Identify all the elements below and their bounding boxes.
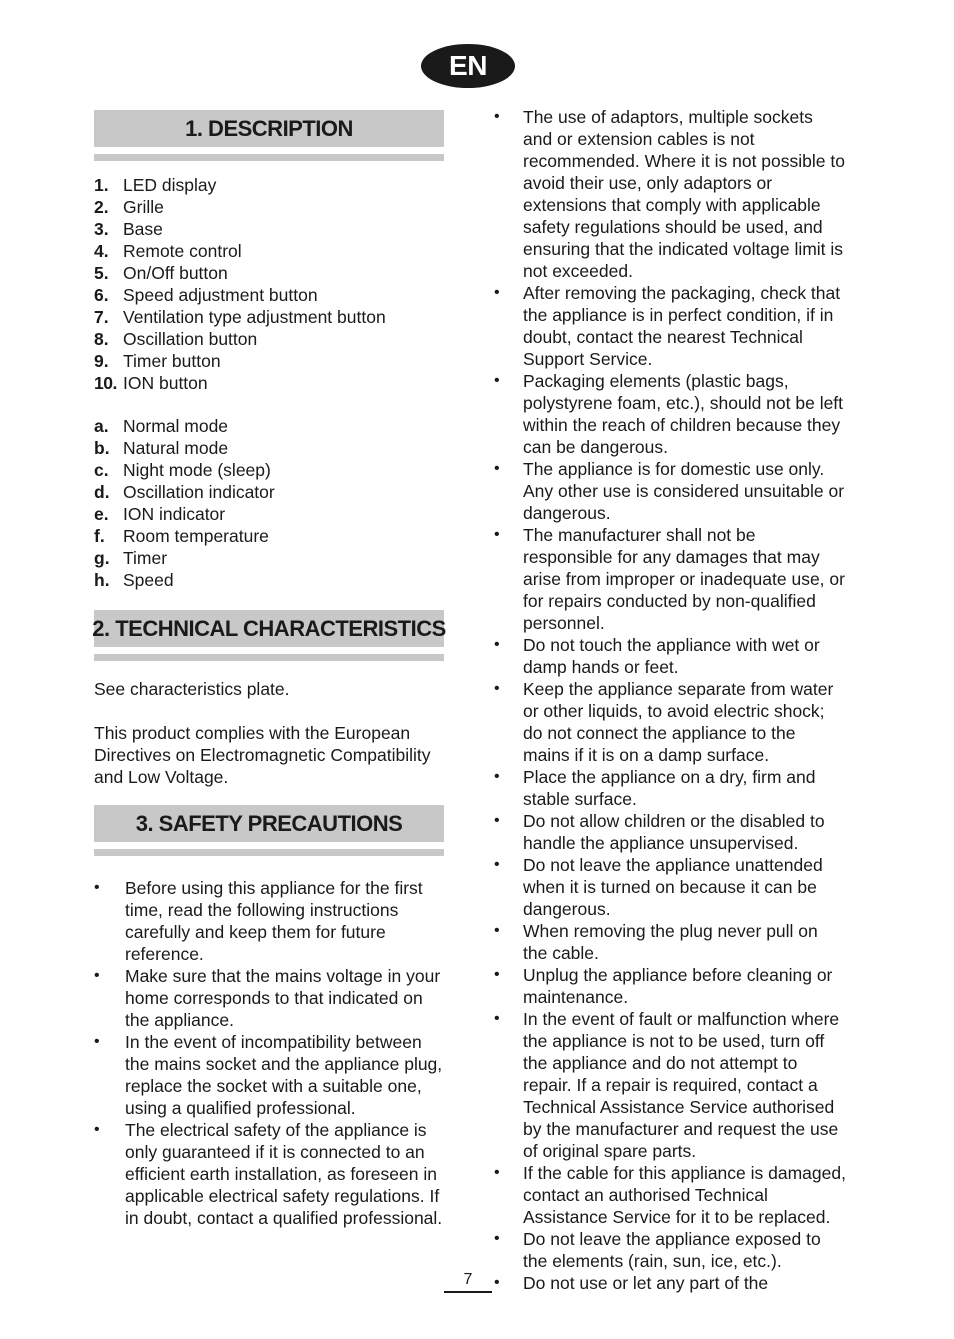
list-item: 3. Base	[94, 219, 163, 239]
technical-paragraph-1: See characteristics plate.	[94, 679, 290, 699]
header-underline	[94, 849, 444, 856]
bullet-icon: •	[494, 1274, 500, 1291]
bullet-icon: •	[94, 879, 100, 896]
bullet-item: • In the event of incompatibility between the mains socket and the appliance plug, replace the socket with a suitable one, using a qualified professional.	[94, 1032, 443, 1118]
bullet-item: • Do not use or let any part of the	[494, 1273, 769, 1293]
description-title: 1. DESCRIPTION	[94, 110, 444, 147]
bullet-item: • In the event of fault or malfunction where the appliance is not to be used, turn off the appliance and do not attempt to repair. If a repair is required, contact a Technical Assistance Service authorised by the manufacturer and request the use of original spare parts.	[494, 1009, 840, 1161]
bullet-item: • The use of adaptors, multiple sockets and or extension cables is not recommended. Where it is not possible to avoid their use, only adaptors or extensions that comply with applicable safety regulations should be used, and ensuring that the indicated voltage limit is not exceeded.	[494, 107, 845, 281]
bullet-item: • If the cable for this appliance is damaged, contact an authorised Technical Assistance Service for it to be replaced.	[494, 1163, 846, 1227]
bullet-item: • Do not allow children or the disabled to handle the appliance unsupervised.	[494, 811, 825, 853]
list-item: e. ION indicator	[94, 504, 226, 524]
language-badge: EN	[421, 44, 515, 88]
list-item: 1. LED display	[94, 175, 217, 195]
list-item: f. Room temperature	[94, 526, 269, 546]
bullet-item: • Make sure that the mains voltage in your home corresponds to that indicated on the appliance.	[94, 966, 441, 1030]
bullet-icon: •	[494, 460, 500, 477]
right-column	[494, 106, 846, 1294]
bullet-icon: •	[494, 856, 500, 873]
bullet-item: • The appliance is for domestic use only. Any other use is considered unsuitable or dangerous.	[494, 459, 845, 523]
bullet-item: • Do not leave the appliance exposed to the elements (rain, sun, ice, etc.).	[494, 1229, 821, 1271]
list-item: 5. On/Off button	[94, 263, 228, 283]
list-item: 9. Timer button	[94, 351, 221, 371]
bullet-icon: •	[494, 284, 500, 301]
bullet-icon: •	[94, 1033, 100, 1050]
bullet-item: • Keep the appliance separate from water or other liquids, to avoid electric shock; do not connect the appliance to the mains if it is on a damp surface.	[494, 679, 834, 765]
technical-paragraph-2: This product complies with the European Directives on Electromagnetic Compatibility and Low Voltage.	[94, 723, 431, 787]
list-item: 2. Grille	[94, 197, 164, 217]
bullet-item: • When removing the plug never pull on the cable.	[494, 921, 818, 963]
header-underline	[94, 154, 444, 161]
bullet-item: • The electrical safety of the appliance is only guaranteed if it is connected to an efficient earth installation, as foreseen in applicable electrical safety regulations. If in doubt, contact a qualified professional.	[94, 1120, 443, 1228]
bullet-icon: •	[494, 1010, 500, 1027]
bullet-item: • Packaging elements (plastic bags, polystyrene foam, etc.), should not be left within the reach of children because they can be dangerous.	[494, 371, 844, 457]
bullet-icon: •	[494, 526, 500, 543]
bullet-icon: •	[494, 812, 500, 829]
list-item: h. Speed	[94, 570, 174, 590]
list-item: 8. Oscillation button	[94, 329, 258, 349]
safety-bullets-left	[94, 877, 444, 1229]
bullet-item: • After removing the packaging, check that the appliance is in perfect condition, if in doubt, contact the nearest Technical Support Service.	[494, 283, 841, 369]
technical-title: 2. TECHNICAL CHARACTERISTICS	[94, 610, 444, 647]
bullet-item: • Do not leave the appliance unattended when it is turned on because it can be dangerous.	[494, 855, 823, 919]
bullet-icon: •	[494, 922, 500, 939]
list-item: c. Night mode (sleep)	[94, 460, 271, 480]
bullet-item: • The manufacturer shall not be responsible for any damages that may arise from improper or inadequate use, or for repairs conducted by non-qualified personnel.	[494, 525, 845, 633]
bullet-icon: •	[494, 680, 500, 697]
list-item: b. Natural mode	[94, 438, 229, 458]
bullet-item: • Do not touch the appliance with wet or damp hands or feet.	[494, 635, 820, 677]
bullet-item: • Unplug the appliance before cleaning or maintenance.	[494, 965, 833, 1007]
bullet-icon: •	[494, 372, 500, 389]
safety-header	[94, 805, 444, 857]
list-item: 10. ION button	[94, 373, 208, 393]
bullet-icon: •	[494, 636, 500, 653]
bullet-icon: •	[494, 1230, 500, 1247]
display-indicators-list	[94, 415, 444, 591]
page-number: 7	[444, 1270, 492, 1293]
list-item: g. Timer	[94, 548, 168, 568]
bullet-icon: •	[94, 1121, 100, 1138]
bullet-icon: •	[494, 1164, 500, 1181]
parts-list	[94, 174, 444, 394]
description-header	[94, 110, 444, 162]
left-column	[94, 110, 444, 1229]
technical-header	[94, 610, 444, 662]
list-item: a. Normal mode	[94, 416, 229, 436]
header-underline	[94, 654, 444, 661]
bullet-icon: •	[494, 966, 500, 983]
safety-title: 3. SAFETY PRECAUTIONS	[94, 805, 444, 842]
bullet-icon: •	[94, 967, 100, 984]
bullet-item: • Place the appliance on a dry, firm and stable surface.	[494, 767, 816, 809]
safety-bullets-right	[494, 106, 846, 1294]
list-item: 6. Speed adjustment button	[94, 285, 318, 305]
list-item: 4. Remote control	[94, 241, 242, 261]
list-item: d. Oscillation indicator	[94, 482, 275, 502]
list-item: 7. Ventilation type adjustment button	[94, 307, 386, 327]
bullet-icon: •	[494, 768, 500, 785]
bullet-item: • Before using this appliance for the first time, read the following instructions carefully and keep them for future reference.	[94, 878, 423, 964]
bullet-icon: •	[494, 108, 500, 125]
